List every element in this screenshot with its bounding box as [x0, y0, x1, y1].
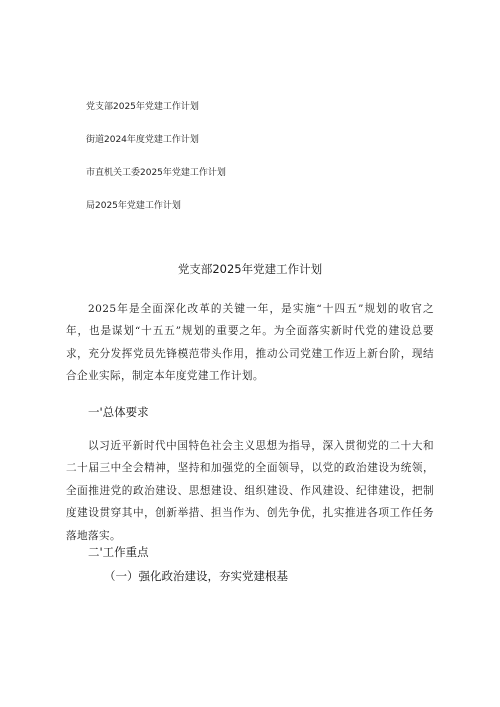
toc-item[interactable]: 街道2024年度党建工作计划: [86, 135, 199, 145]
intro-paragraph: 2025年是全面深化改革的关键一年，是实施“十四五”规划的收官之年，也是谋划“十五五”规划的重要之年。为全面落实新时代党的建设总要求，充分发挥党员先锋模范带头作用，推动公司党建工作迈上新台阶，现结合企业实际，制定本年度党建工作计划。: [66, 302, 434, 383]
toc-item[interactable]: 党支部2025年党建工作计划: [86, 102, 199, 112]
section-heading-general-requirements: 一'总体要求: [88, 405, 149, 419]
document-title: 党支部2025年党建工作计划: [177, 262, 323, 276]
toc-item[interactable]: 局2025年党建工作计划: [86, 201, 181, 211]
general-requirements-paragraph: 以习近平新时代中国特色社会主义思想为指导，深入贯彻党的二十大和二十届三中全会精神，坚持和加强党的全面领导，以党的政治建设为统领，全面推进党的政治建设、思想建设、组织建设、作风建设、纪律建设，把制度建设贯穿其中，创新举措、担当作为、创先争优，扎实推进各项工作任务落地落实。: [66, 439, 434, 542]
subsection-heading-political-construction: （一）强化政治建设，夯实党建根基: [104, 569, 288, 583]
toc-item[interactable]: 市直机关工委2025年党建工作计划: [86, 168, 226, 178]
table-of-contents: [86, 101, 426, 233]
section-heading-work-priorities: 二'工作重点: [88, 545, 149, 559]
